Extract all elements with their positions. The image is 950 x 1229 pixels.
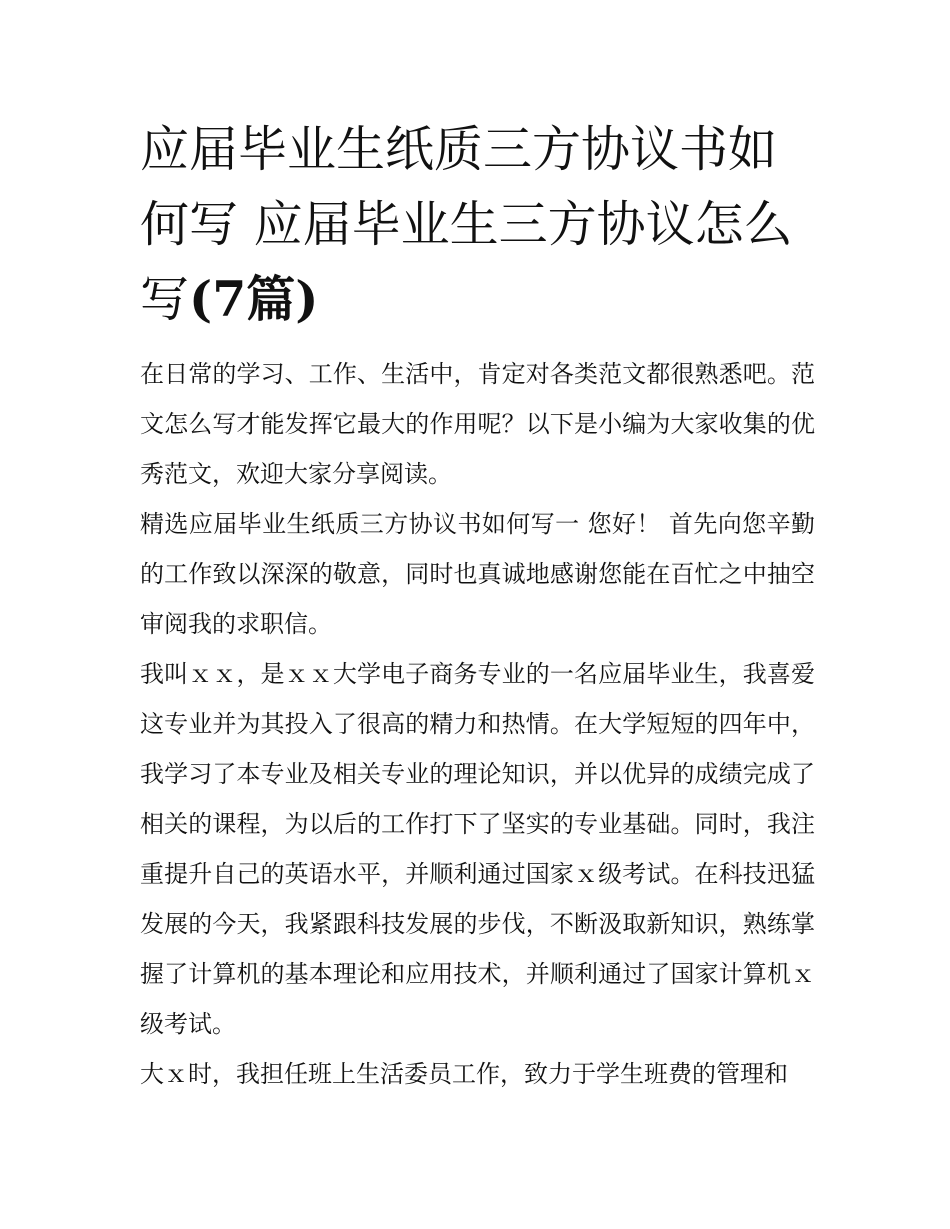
document-title [140,112,815,337]
paragraph-intro: 在日常的学习、工作、生活中，肯定对各类范文都很熟悉吧。范文怎么写才能发挥它最大的作用呢？以下是小编为大家收集的优秀范文，欢迎大家分享阅读。 [140,360,815,488]
paragraph-greeting: 精选应届毕业生纸质三方协议书如何写一 您好！ 首先向您辛勤的工作致以深深的敬意，同时也真诚地感谢您能在百忙之中抽空审阅我的求职信。 [140,510,815,638]
paragraph-self-introduction: 我叫ｘｘ，是ｘｘ大学电子商务专业的一名应届毕业生，我喜爱这专业并为其投入了很高的精力和热情。在大学短短的四年中，我学习了本专业及相关专业的理论知识，并以优异的成绩完成了相关的课程，为以后的工作打下了坚实的专业基础。同时，我注重提升自己的英语水平，并顺利通过国家ｘ级考试。在科技迅猛发展的今天，我紧跟科技发展的步伐，不断汲取新知识，熟练掌握了计算机的基本理论和应用技术，并顺利通过了国家计算机ｘ级考试。 [140,660,815,1038]
document-body [140,349,815,1099]
paragraph-experience: 大ｘ时，我担任班上生活委员工作，致力于学生班费的管理和 [140,1060,788,1088]
document-page [140,112,815,1099]
document-title-main: 应届毕业生纸质三方协议书如何写 应届毕业生三方协议怎么写 [140,121,793,328]
document-title-suffix: (7篇) [189,270,319,328]
